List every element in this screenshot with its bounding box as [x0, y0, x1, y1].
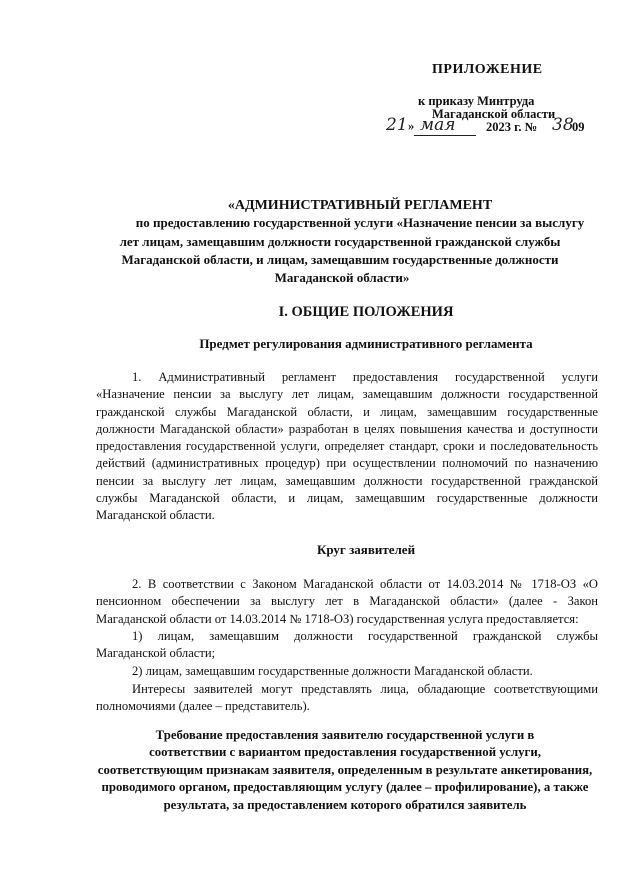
applicants-heading: Круг заявителей: [316, 542, 416, 557]
section-subheading: Предмет регулирования административного регламента: [199, 336, 533, 351]
order-line: к приказу Минтруда: [418, 94, 535, 108]
region-line: Магаданской области: [432, 107, 556, 121]
date-quote-mark: »: [408, 119, 415, 133]
list-item-2: [96, 663, 598, 680]
section-heading: I. ОБЩИЕ ПОЛОЖЕНИЯ: [278, 304, 454, 320]
date-month-handwritten: мая: [420, 115, 456, 135]
requirement-line-2: соответствии с вариантом предоставления государственной услуги,: [149, 745, 541, 760]
title-line-1: «АДМИНИСТРАТИВНЫЙ РЕГЛАМЕНТ: [227, 198, 493, 213]
appendix-title: ПРИЛОЖЕНИЕ: [432, 62, 543, 77]
order-number-handwritten: 38: [552, 115, 574, 135]
order-number-suffix: 09: [572, 120, 585, 134]
order-date-line: [384, 114, 594, 138]
title-line-3: лет лицам, замещавшим должности государственной гражданской службы: [119, 234, 561, 249]
paragraph-2: [96, 576, 598, 628]
interests-paragraph: [96, 681, 598, 716]
requirement-heading: [80, 727, 610, 814]
requirement-line-3: соответствующим признакам заявителя, определенным в результате анкетирования,: [97, 762, 593, 777]
paragraph-1-text: 1. Административный регламент предоставления государственной услуги «Назначение пенсии за выслугу лет лицам, замещавшим должности государственной гражданской службы Магаданской области, и лицам, замещавшим государственные должности Магаданской области» разработан в целях повышения качества и доступности предоставления государственной услуги, определяет стандарт, сроки и последовательность действий (административных процедур) при осуществлении полномочий по назначению пенсии за выслугу лет лицам, замещавшим должности государственной гражданской службы Магаданской области, и лицам, замещавшим государственные должности Магаданской области.: [96, 370, 598, 523]
date-year-label: 2023 г. №: [486, 120, 538, 134]
requirement-line-4: проводимого органом, предоставляющим услугу (далее – профилирование), а также: [101, 780, 589, 795]
list-item-1: [96, 628, 598, 663]
paragraph-2-text: 2. В соответствии с Законом Магаданской области от 14.03.2014 № 1718-ОЗ «О пенсионном обеспечении за выслугу лет в Магаданской области» (далее - Закон Магаданской области от 14.03.2014 № 1718-ОЗ) государственная услуга предоставляется:: [96, 577, 598, 626]
title-line-2: по предоставлению государственной услуги «Назначение пенсии за выслугу: [135, 215, 585, 230]
title-line-4: Магаданской области, и лицам, замещавшим государственные должности: [121, 252, 559, 267]
date-day-handwritten: 21: [386, 115, 408, 135]
list-item-1-text: 1) лицам, замещавшим должности государственной гражданской службы Магаданской области;: [96, 629, 598, 661]
paragraph-1: [96, 369, 598, 525]
requirement-line-5: результата, за предоставлением которого обратился заявитель: [163, 797, 527, 812]
title-line-5: Магаданской области»: [274, 270, 410, 285]
list-item-2-text: 2) лицам, замещавшим государственные должности Магаданской области.: [132, 664, 533, 678]
requirement-line-1: Требование предоставления заявителю государственной услуги в: [155, 728, 535, 742]
date-month-underline: [414, 135, 476, 136]
interests-text: Интересы заявителей могут представлять лица, обладающие соответствующими полномочиями (далее – представитель).: [96, 682, 598, 714]
